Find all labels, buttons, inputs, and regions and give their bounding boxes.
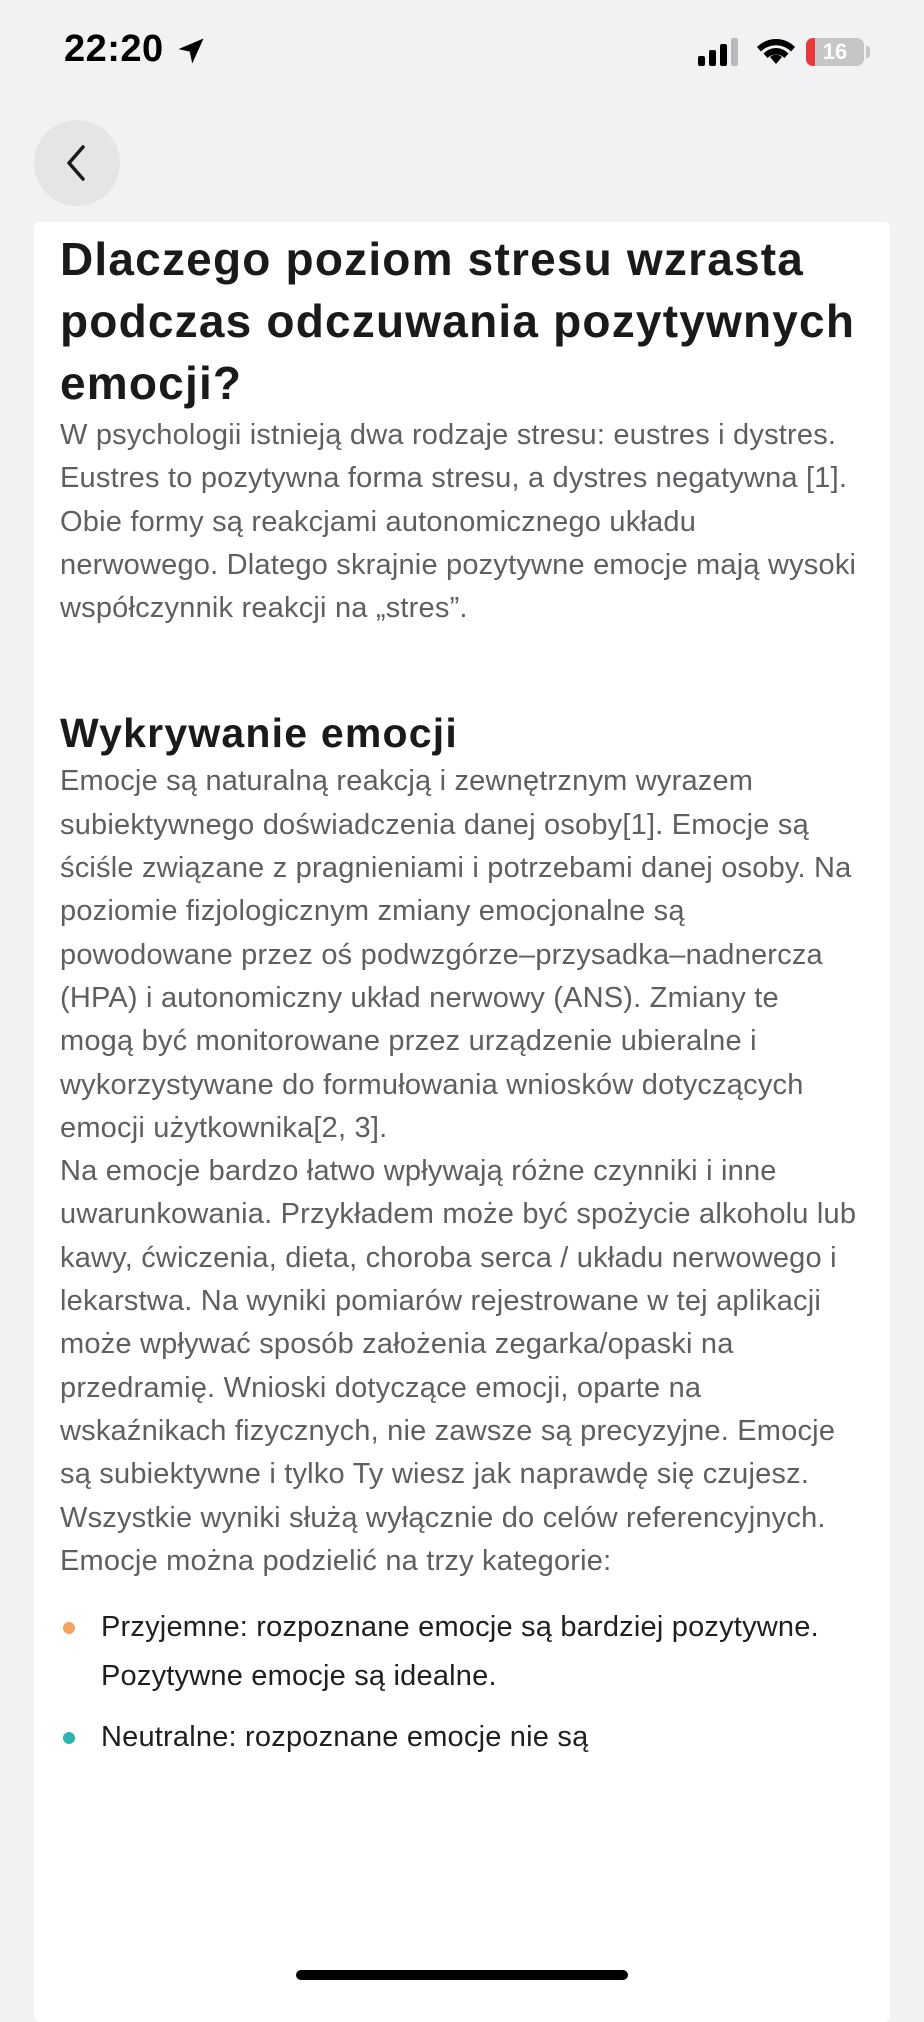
bullet-dot [63,1622,75,1634]
emotion-category-list [60,1603,860,1762]
article-content [60,228,860,1774]
paragraph-emotion-categories: Emocje można podzielić na trzy kategorie: [60,1544,612,1577]
back-button[interactable] [34,120,120,206]
battery-level-text: 16 [822,39,848,64]
section-heading: Wykrywanie emocji [60,710,458,757]
list-item-pleasant [60,1603,860,1701]
article-title: Dlaczego poziom stresu wzrasta podczas odczuwania pozytywnych emocji? [60,233,856,409]
list-item-text: Neutralne: rozpoznane emocje nie są [101,1721,589,1754]
battery-tip [866,46,870,58]
list-item-neutral [60,1713,860,1762]
chevron-left-icon [61,143,93,183]
paragraph-emotion-detection: Emocje są naturalną reakcją i zewnętrznym wyrazem subiektywnego doświadczenia danej osoby[1]. Emocje są ściśle związane z pragnieniami i potrzebami danej osoby. Na poziomie fizjologicznym zmiany emocjonalne są powodowane przez oś podwzgórze–przysadka–nadnercza (HPA) i autonomiczny układ nerwowy (ANS). Zmiany te mogą być monitorowane przez urządzenie ubieralne i wykorzystywane do formułowania wniosków dotyczących emocji użytkownika[2, 3]. [60,765,852,1144]
status-bar [0,0,924,104]
cellular-signal-icon [698,38,742,66]
bullet-dot [63,1732,75,1744]
battery-icon [806,38,864,66]
status-time: 22:20 [64,28,164,70]
location-arrow-icon [176,36,206,66]
paragraph-emotion-factors: Na emocje bardzo łatwo wpływają różne czynniki i inne uwarunkowania. Przykładem może być spożycie alkoholu lub kawy, ćwiczenia, dieta, choroba serca / układu nerwowego i lekarstwa. Na wyniki pomiarów rejestrowane w tej aplikacji może wpływać sposób założenia zegarka/opaski na przedramię. Wnioski dotyczące emocji, oparte na wskaźnikach fizycznych, nie zawsze są precyzyjne. Emocje są subiektywne i tylko Ty wiesz jak naprawdę się czujesz. Wszystkie wyniki służą wyłącznie do celów referencyjnych. [60,1155,857,1534]
wifi-icon [756,36,796,66]
list-item-text: Przyjemne: rozpoznane emocje są bardziej pozytywne. Pozytywne emocje są idealne. [101,1611,819,1693]
intro-paragraph: W psychologii istnieją dwa rodzaje stresu: eustres i dystres. Eustres to pozytywna forma stresu, a dystres negatywna [1]. Obie formy są reakcjami autonomicznego układu nerwowego. Dlatego skrajnie pozytywne emocje mają wysoki współczynnik reakcji na „stres”. [60,419,857,625]
home-indicator[interactable] [296,1970,628,1980]
